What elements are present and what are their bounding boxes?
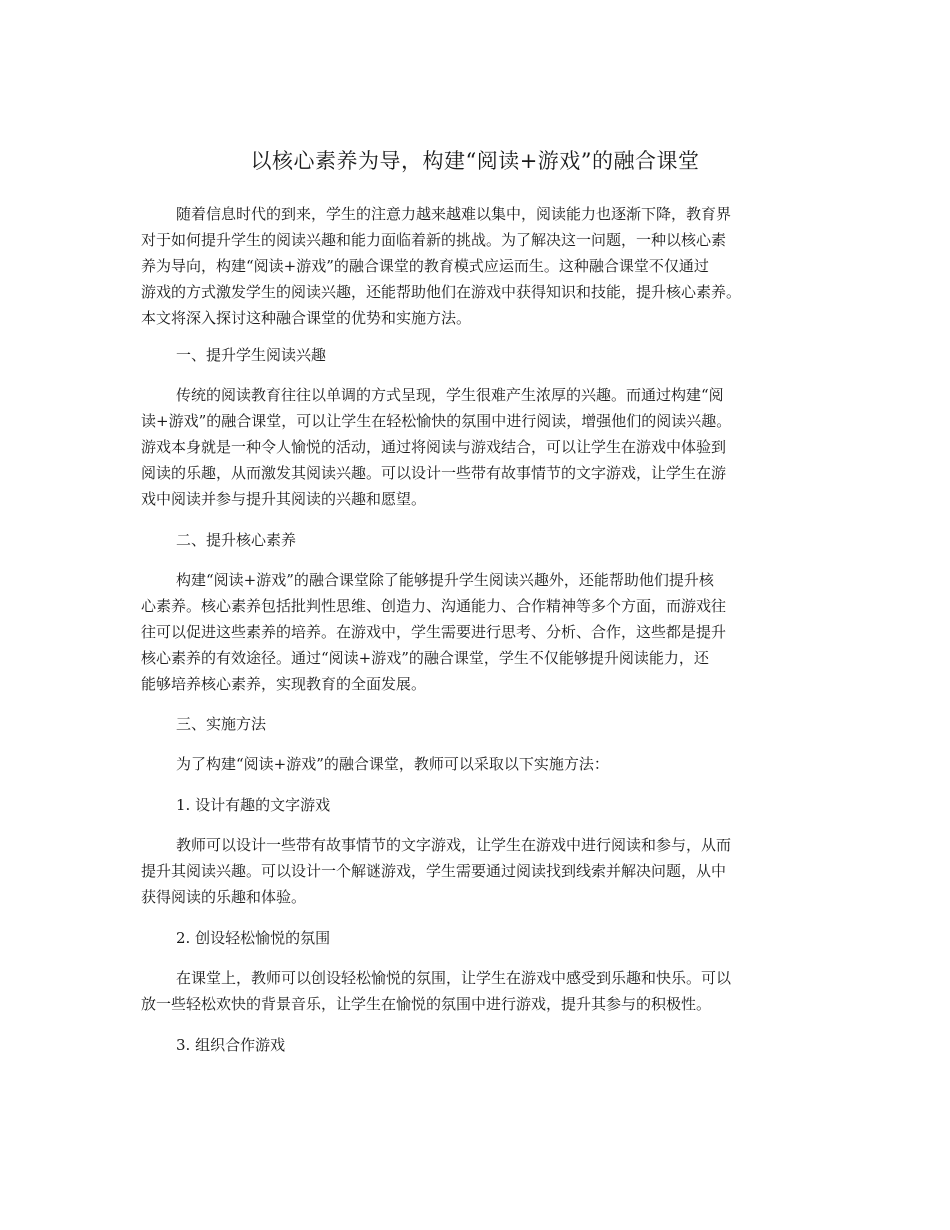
paragraph-line: 养为导向，构建“阅读+游戏”的融合课堂的教育模式应运而生。这种融合课堂不仅通过: [141, 257, 709, 275]
subsection-heading: 1. 设计有趣的文字游戏: [176, 796, 331, 814]
paragraph-line: 阅读的乐趣，从而激发其阅读兴趣。可以设计一些带有故事情节的文字游戏，让学生在游: [141, 464, 727, 482]
paragraph-line: 随着信息时代的到来，学生的注意力越来越难以集中，阅读能力也逐渐下降，教育界: [176, 205, 732, 223]
paragraph-line: 往可以促进这些素养的培养。在游戏中，学生需要进行思考、分析、合作，这些都是提升: [141, 623, 727, 641]
section-heading: 一、提升学生阅读兴趣: [176, 346, 327, 364]
paragraph-line: 本文将深入探讨这种融合课堂的优势和实施方法。: [141, 309, 472, 327]
paragraph-line: 戏中阅读并参与提升其阅读的兴趣和愿望。: [141, 490, 427, 508]
paragraph-line: 心素养。核心素养包括批判性思维、创造力、沟通能力、合作精神等多个方面，而游戏往: [141, 597, 727, 615]
paragraph-line: 能够培养核心素养，实现教育的全面发展。: [141, 675, 427, 693]
paragraph-line: 在课堂上，教师可以创设轻松愉悦的氛围，让学生在游戏中感受到乐趣和快乐。可以: [176, 969, 732, 987]
paragraph-line: 对于如何提升学生的阅读兴趣和能力面临着新的挑战。为了解决这一问题，一种以核心素: [141, 231, 727, 249]
paragraph-line: 游戏本身就是一种令人愉悦的活动，通过将阅读与游戏结合，可以让学生在游戏中体验到: [141, 438, 727, 456]
subsection-heading: 2. 创设轻松愉悦的氛围: [176, 929, 331, 947]
paragraph-line: 构建“阅读+游戏”的融合课堂除了能够提升学生阅读兴趣外，还能帮助他们提升核: [176, 571, 714, 589]
document-title: 以核心素养为导，构建“阅读+游戏”的融合课堂: [250, 149, 700, 173]
paragraph-line: 教师可以设计一些带有故事情节的文字游戏，让学生在游戏中进行阅读和参与，从而: [176, 836, 732, 854]
paragraph-line: 放一些轻松欢快的背景音乐，让学生在愉悦的氛围中进行游戏，提升其参与的积极性。: [141, 995, 712, 1013]
paragraph-line: 游戏的方式激发学生的阅读兴趣，还能帮助他们在游戏中获得知识和技能，提升核心素养。: [141, 283, 742, 301]
paragraph-line: 获得阅读的乐趣和体验。: [141, 888, 307, 906]
paragraph-line: 核心素养的有效途径。通过“阅读+游戏”的融合课堂，学生不仅能够提升阅读能力，还: [141, 649, 709, 667]
section-heading: 三、实施方法: [176, 715, 267, 733]
paragraph-line: 读+游戏”的融合课堂，可以让学生在轻松愉快的氛围中进行阅读，增强他们的阅读兴趣。: [141, 412, 732, 430]
section-heading: 二、提升核心素养: [176, 531, 297, 549]
subsection-heading: 3. 组织合作游戏: [176, 1036, 286, 1054]
paragraph-line: 为了构建“阅读+游戏”的融合课堂，教师可以采取以下实施方法：: [176, 755, 609, 773]
paragraph-line: 提升其阅读兴趣。可以设计一个解谜游戏，学生需要通过阅读找到线索并解决问题，从中: [141, 862, 727, 880]
paragraph-line: 传统的阅读教育往往以单调的方式呈现，学生很难产生浓厚的兴趣。而通过构建“阅: [176, 386, 724, 404]
